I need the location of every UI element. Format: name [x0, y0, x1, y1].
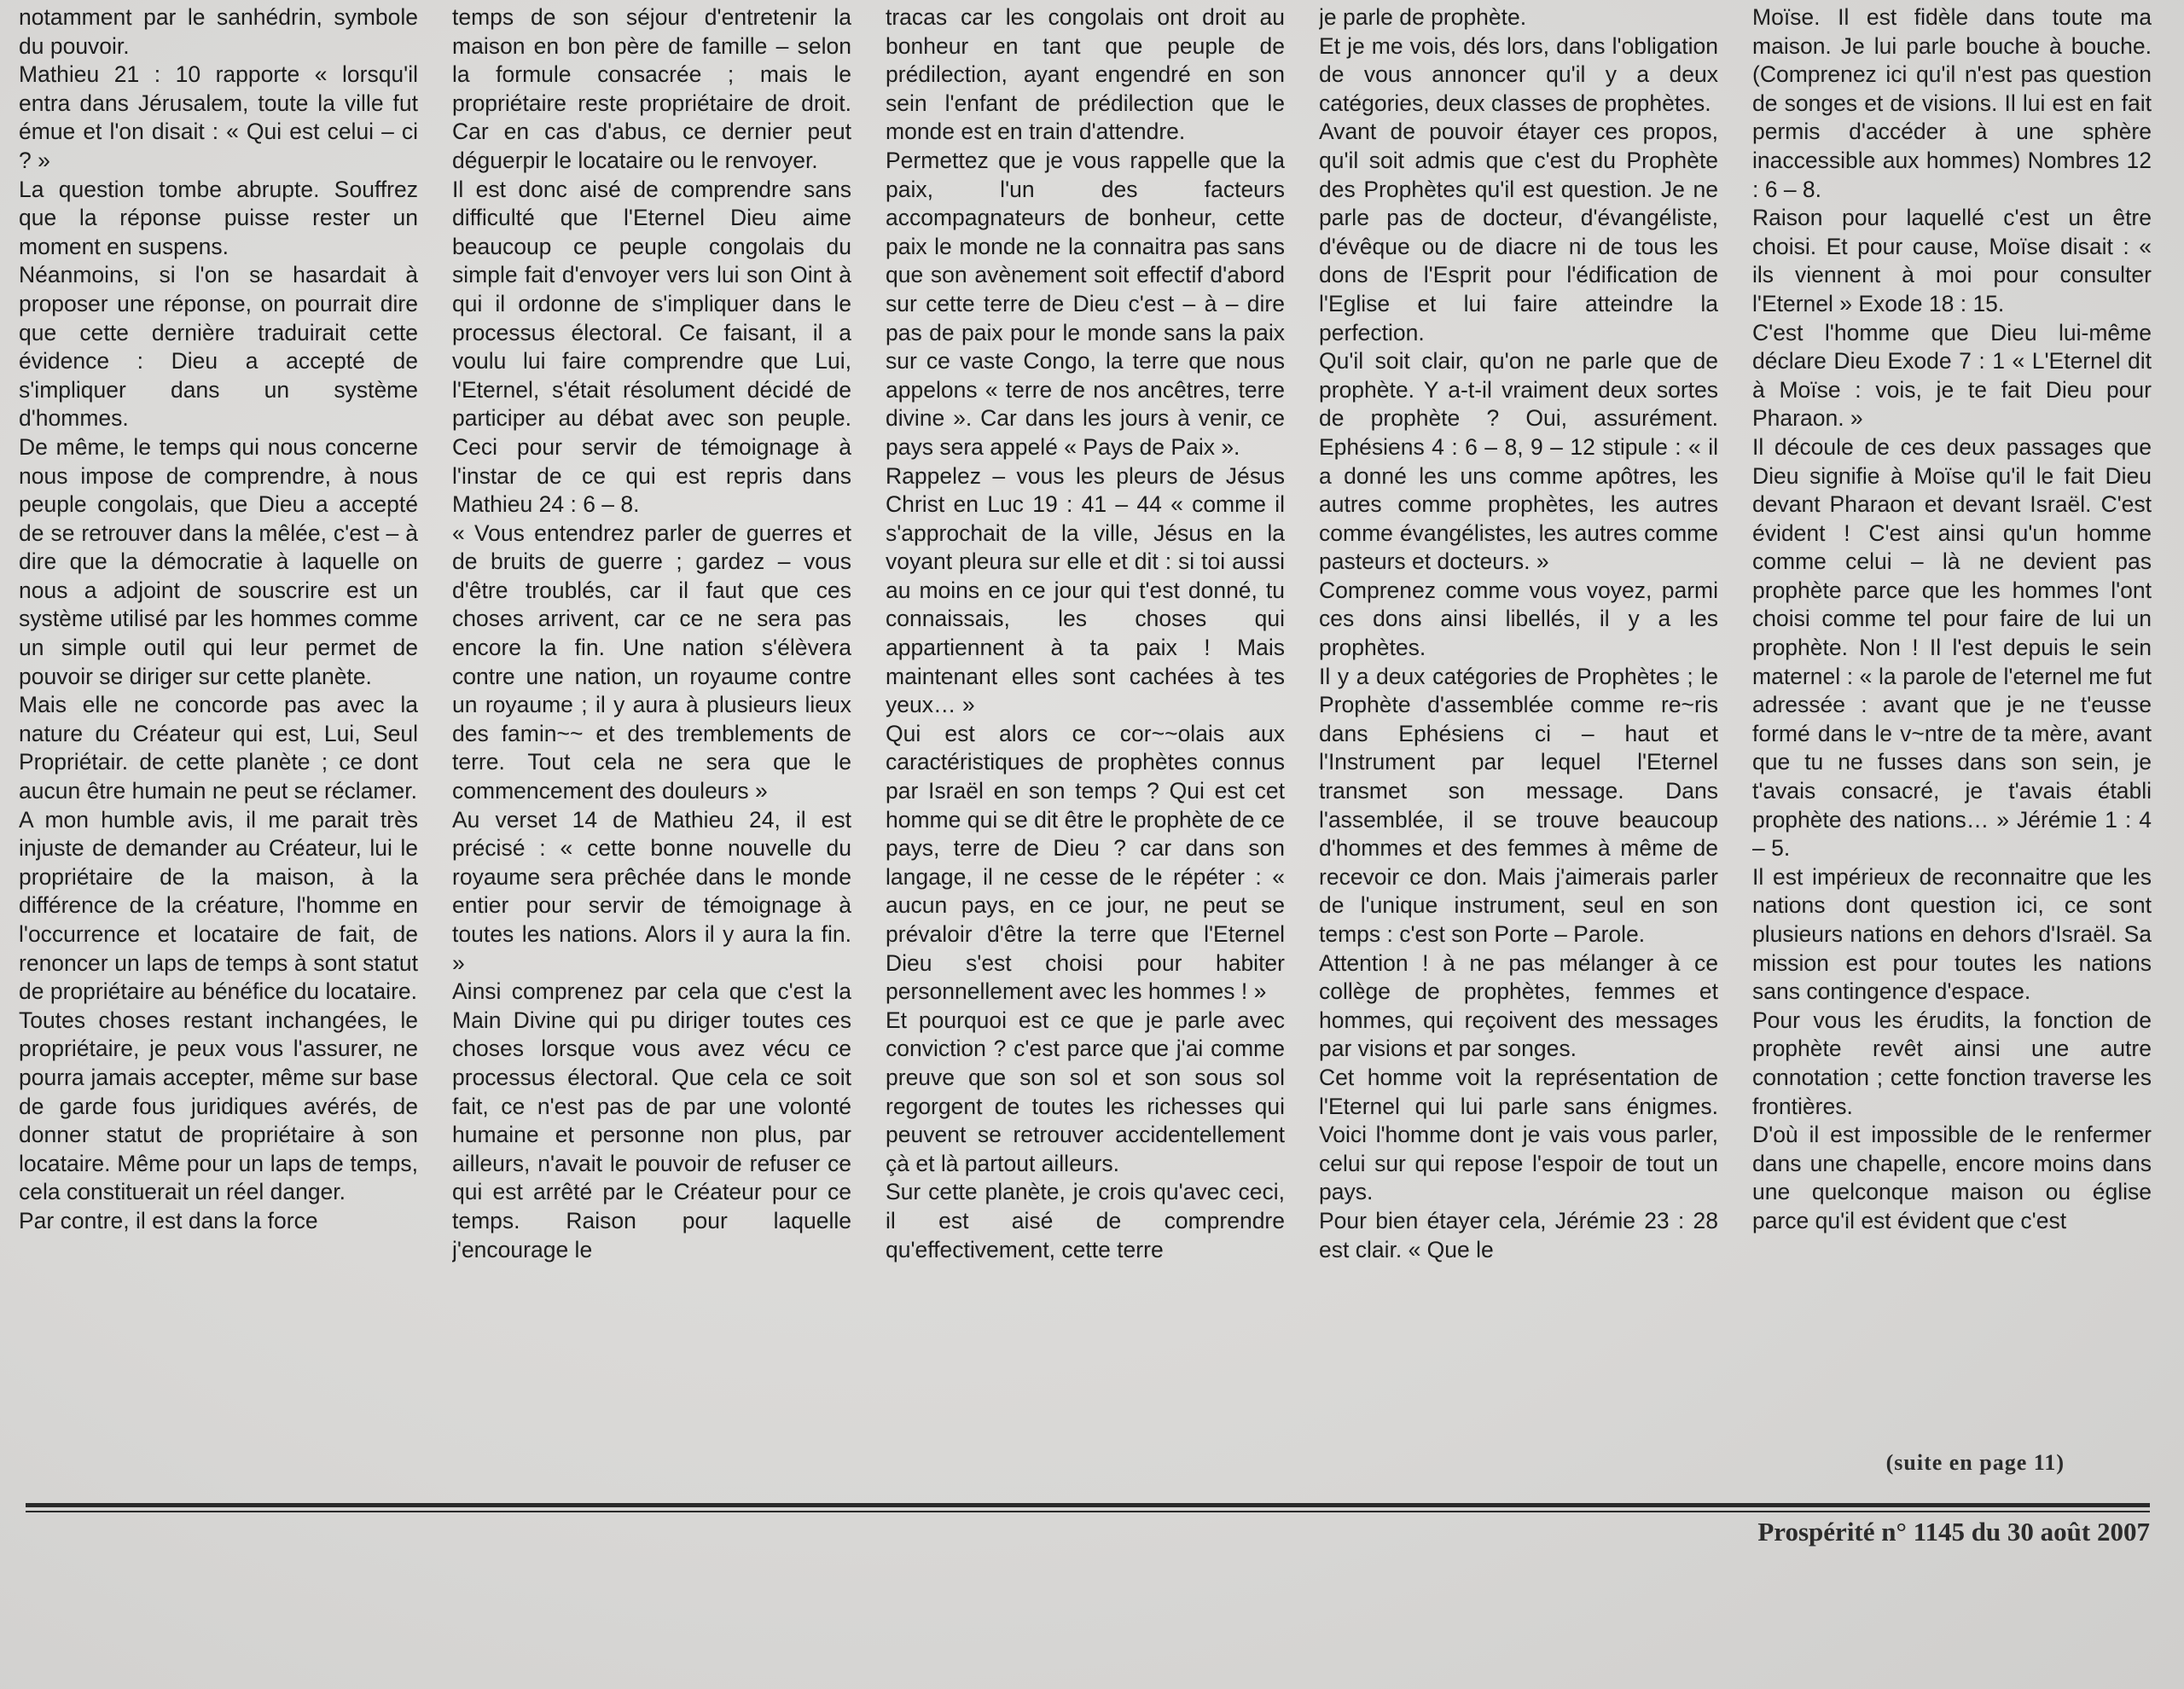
paragraph: Raison pour laquellé c'est un être choisi. Et pour cause, Moïse disait : « ils viennent à moi pour consulter l'Eternel » Exode 18 : 15.	[1752, 205, 2152, 316]
column-2	[452, 3, 851, 1471]
paragraph: Qui est alors ce cor~~olais aux caractéristiques de prophètes connus par Israël en son temps ? Qui est cet homme qui se dit être le prophète de ce pays, terre de Dieu ? car dans son langage, il ne cesse de le répéter : « aucun pays, en ce jour, ne peut se prévaloir d'être la terre que l'Eternel Dieu s'est choisi pour habiter personnellement avec les hommes ! »	[886, 720, 1285, 1005]
paragraph: Mathieu 21 : 10 rapporte « lorsqu'il entra dans Jérusalem, toute la ville fut émue et l'on disait : « Qui est celui – ci ? »	[19, 61, 418, 173]
paragraph: Attention ! à ne pas mélanger à ce collège de prophètes, femmes et hommes, qui reçoivent des messages par visions et par songes.	[1319, 949, 1718, 1062]
paragraph: Il est donc aisé de comprendre sans difficulté que l'Eternel Dieu aime beaucoup ce peuple congolais du simple fait d'envoyer vers lui son Oint à qui il ordonne de s'impliquer dans le processus électoral. Ce faisant, il a voulu lui faire comprendre que Lui, l'Eternel, s'était résolument décidé de participer au débat avec son peuple. Ceci pour servir de témoignage à l'instar de ce qui est repris dans Mathieu 24 : 6 – 8.	[452, 176, 851, 518]
column-5	[1752, 3, 2152, 1471]
paragraph: Il y a deux catégories de Prophètes ; le Prophète d'assemblée comme re~ris dans Ephésiens ci – haut et l'Instrument par lequel l'Eternel transmet son message. Dans l'assemblée, il se trouve beaucoup d'hommes et des femmes à même de recevoir ce don. Mais j'aimerais parler de l'unique instrument, seul en son temps : c'est son Porte – Parole.	[1319, 663, 1718, 947]
continued-note: (suite en page 11)	[1885, 1450, 2065, 1475]
column-4	[1319, 3, 1718, 1471]
paragraph: Qu'il soit clair, qu'on ne parle que de prophète. Y a-t-il vraiment deux sortes de prophète ? Oui, assurément. Ephésiens 4 : 6 – 8, 9 – 12 stipule : « il a donné les uns comme apôtres, les autres comme prophètes, les autres comme évangélistes, les autres comme pasteurs et docteurs. »	[1319, 348, 1718, 575]
paragraph: notamment par le sanhédrin, symbole du pouvoir.	[19, 4, 418, 59]
footer-rule-thick	[26, 1503, 2150, 1507]
paragraph: Il est impérieux de reconnaitre que les nations dont question ici, ce sont plusieurs nations en dehors d'Israël. Sa mission est pour toutes les nations sans contingence d'espace.	[1752, 863, 2152, 1005]
paragraph: « Vous entendrez parler de guerres et de bruits de guerre ; gardez – vous d'être troublés, car il faut que ces choses arrivent, car ce ne sera pas encore la fin. Une nation s'élèvera contre une nation, un royaume contre un royaume ; il y aura à plusieurs lieux des famin~~ et des tremblements de terre. Tout cela ne sera que le commencement des douleurs »	[452, 519, 851, 804]
paragraph: A mon humble avis, il me parait très injuste de demander au Créateur, lui le propriétaire de la maison, à la différence de la créature, l'homme en l'occurrence et locataire de fait, de renoncer un laps de temps à sont statut de propriétaire au bénéfice du locataire.	[19, 806, 418, 1005]
paragraph: D'où il est impossible de le renfermer dans une chapelle, encore moins dans une quelconque maison ou église parce qu'il est évident que c'est	[1752, 1122, 2152, 1233]
paragraph: Et pourquoi est ce que je parle avec conviction ? c'est parce que j'ai comme preuve que son sol et son sous sol regorgent de toutes les richesses qui peuvent se retrouver accidentellement çà et là partout ailleurs.	[886, 1007, 1285, 1176]
paragraph: Rappelez – vous les pleurs de Jésus Christ en Luc 19 : 41 – 44 « comme il s'approchait de la ville, Jésus en la voyant pleura sur elle et dit : si toi aussi au moins en ce jour qui t'est donné, tu connaissais, les choses qui appartiennent à ta paix ! Mais maintenant elles sont cachées à tes yeux… »	[886, 462, 1285, 718]
paragraph: Cet homme voit la représentation de l'Eternel qui lui parle sans énigmes. Voici l'homme dont je vais vous parler, celui sur qui repose l'espoir de tout un pays.	[1319, 1064, 1718, 1205]
paragraph: Au verset 14 de Mathieu 24, il est précisé : « cette bonne nouvelle du royaume sera prêchée dans le monde entier pour servir de témoignage à toutes les nations. Alors il y aura la fin. »	[452, 806, 851, 976]
footer-rule-thin	[26, 1511, 2150, 1512]
paragraph: Il découle de ces deux passages que Dieu signifie à Moïse qu'il le fait Dieu devant Pharaon et devant Israël. C'est évident ! C'est ainsi qu'un homme comme celui – là ne devient pas prophète parce que les hommes l'ont choisi comme tel pour faire de lui un prophète. Non ! Il l'est depuis le sein maternel : « la parole de l'eternel me fut adressée : avant que je ne t'eusse formé dans le v~ntre de ta mère, avant que tu ne fusses dans son sein, je t'avais consacré, je t'avais établi prophète des nations… » Jérémie 1 : 4 – 5.	[1752, 433, 2152, 862]
article-columns	[19, 3, 2169, 1471]
paragraph: Avant de pouvoir étayer ces propos, qu'il soit admis que c'est du Prophète des Prophètes qu'il est question. Je ne parle pas de docteur, d'évangéliste, d'évêque ou de diacre ni de tous les dons de l'Esprit pour l'édification de l'Eglise et lui faire atteindre la perfection.	[1319, 119, 1718, 345]
paragraph: Comprenez comme vous voyez, parmi ces dons ainsi libellés, il y a les prophètes.	[1319, 577, 1718, 661]
paragraph: Pour bien étayer cela, Jérémie 23 : 28 est clair. « Que le	[1319, 1207, 1718, 1262]
paragraph: Par contre, il est dans la force	[19, 1207, 318, 1233]
paragraph: Moïse. Il est fidèle dans toute ma maison. Je lui parle bouche à bouche. (Comprenez ici qu'il n'est pas question de songes et de visions. Il lui est en fait permis d'accéder à une sphère inaccessible aux hommes) Nombres 12 : 6 – 8.	[1752, 4, 2152, 202]
paragraph: La question tombe abrupte. Souffrez que la réponse puisse rester un moment en suspens.	[19, 176, 418, 259]
paragraph: De même, le temps qui nous concerne nous impose de comprendre, à nous peuple congolais, que Dieu a accepté de se retrouver dans la mêlée, c'est – à dire que la démocratie à laquelle on nous a adjoint de souscrire est un système utilisé par les hommes comme un simple outil qui leur permet de pouvoir se diriger sur cette planète.	[19, 433, 418, 689]
paragraph: Toutes choses restant inchangées, le propriétaire, je peux vous l'assurer, ne pourra jamais accepter, même sur base de garde fous juridiques avérés, de donner statut de propriétaire à son locataire. Même pour un laps de temps, cela constituerait un réel danger.	[19, 1007, 418, 1205]
paragraph: C'est l'homme que Dieu lui-même déclare Dieu Exode 7 : 1 « L'Eternel dit à Moïse : vois, je te fait Dieu pour Pharaon. »	[1752, 319, 2152, 432]
paragraph: Pour vous les érudits, la fonction de prophète revêt ainsi une autre connotation ; cette fonction traverse les frontières.	[1752, 1007, 2152, 1119]
paragraph: Sur cette planète, je crois qu'avec ceci, il est aisé de comprendre qu'effectivement, cette terre	[886, 1179, 1285, 1262]
paragraph: Ainsi comprenez par cela que c'est la Main Divine qui pu diriger toutes ces choses lorsque vous avez vécu ce processus électoral. Que cela ce soit fait, ce n'est pas de par une volonté humaine et personne non plus, par ailleurs, n'avait le pouvoir de refuser ce qui est arrêté par le Créateur pour ce temps. Raison pour laquelle j'encourage le	[452, 978, 851, 1262]
column-1	[19, 3, 418, 1471]
paragraph: temps de son séjour d'entretenir la maison en bon père de famille – selon la formule consacrée ; mais le propriétaire reste propriétaire de droit. Car en cas d'abus, ce dernier peut déguerpir le locataire ou le renvoyer.	[452, 4, 851, 173]
paragraph: tracas car les congolais ont droit au bonheur en tant que peuple de prédilection, ayant engendré en son sein l'enfant de prédilection que le monde est en train d'attendre.	[886, 4, 1285, 145]
paragraph: Permettez que je vous rappelle que la paix, l'un des facteurs accompagnateurs de bonheur, cette paix le monde ne la connaitra pas sans que son avènement soit effectif d'abord sur cette terre de Dieu c'est – à – dire pas de paix pour le monde sans la paix sur ce vaste Congo, la terre que nous appelons « terre de nos ancêtres, terre divine ». Car dans les jours à venir, ce pays sera appelé « Pays de Paix ».	[886, 147, 1285, 460]
column-3	[886, 3, 1285, 1471]
publication-footer: Prospérité n° 1145 du 30 août 2007	[1757, 1517, 2150, 1547]
paragraph: Et je me vois, dés lors, dans l'obligation de vous annoncer qu'il y a deux catégories, deux classes de prophètes.	[1319, 32, 1718, 116]
paragraph: Mais elle ne concorde pas avec la nature du Créateur qui est, Lui, Seul Propriétair. de cette planète ; ce dont aucun être humain ne peut se réclamer.	[19, 692, 418, 804]
paragraph: je parle de prophète.	[1319, 4, 1527, 30]
paragraph: Néanmoins, si l'on se hasardait à proposer une réponse, on pourrait dire que cette dernière traduirait cette évidence : Dieu a accepté de s'impliquer dans un système d'hommes.	[19, 262, 418, 432]
